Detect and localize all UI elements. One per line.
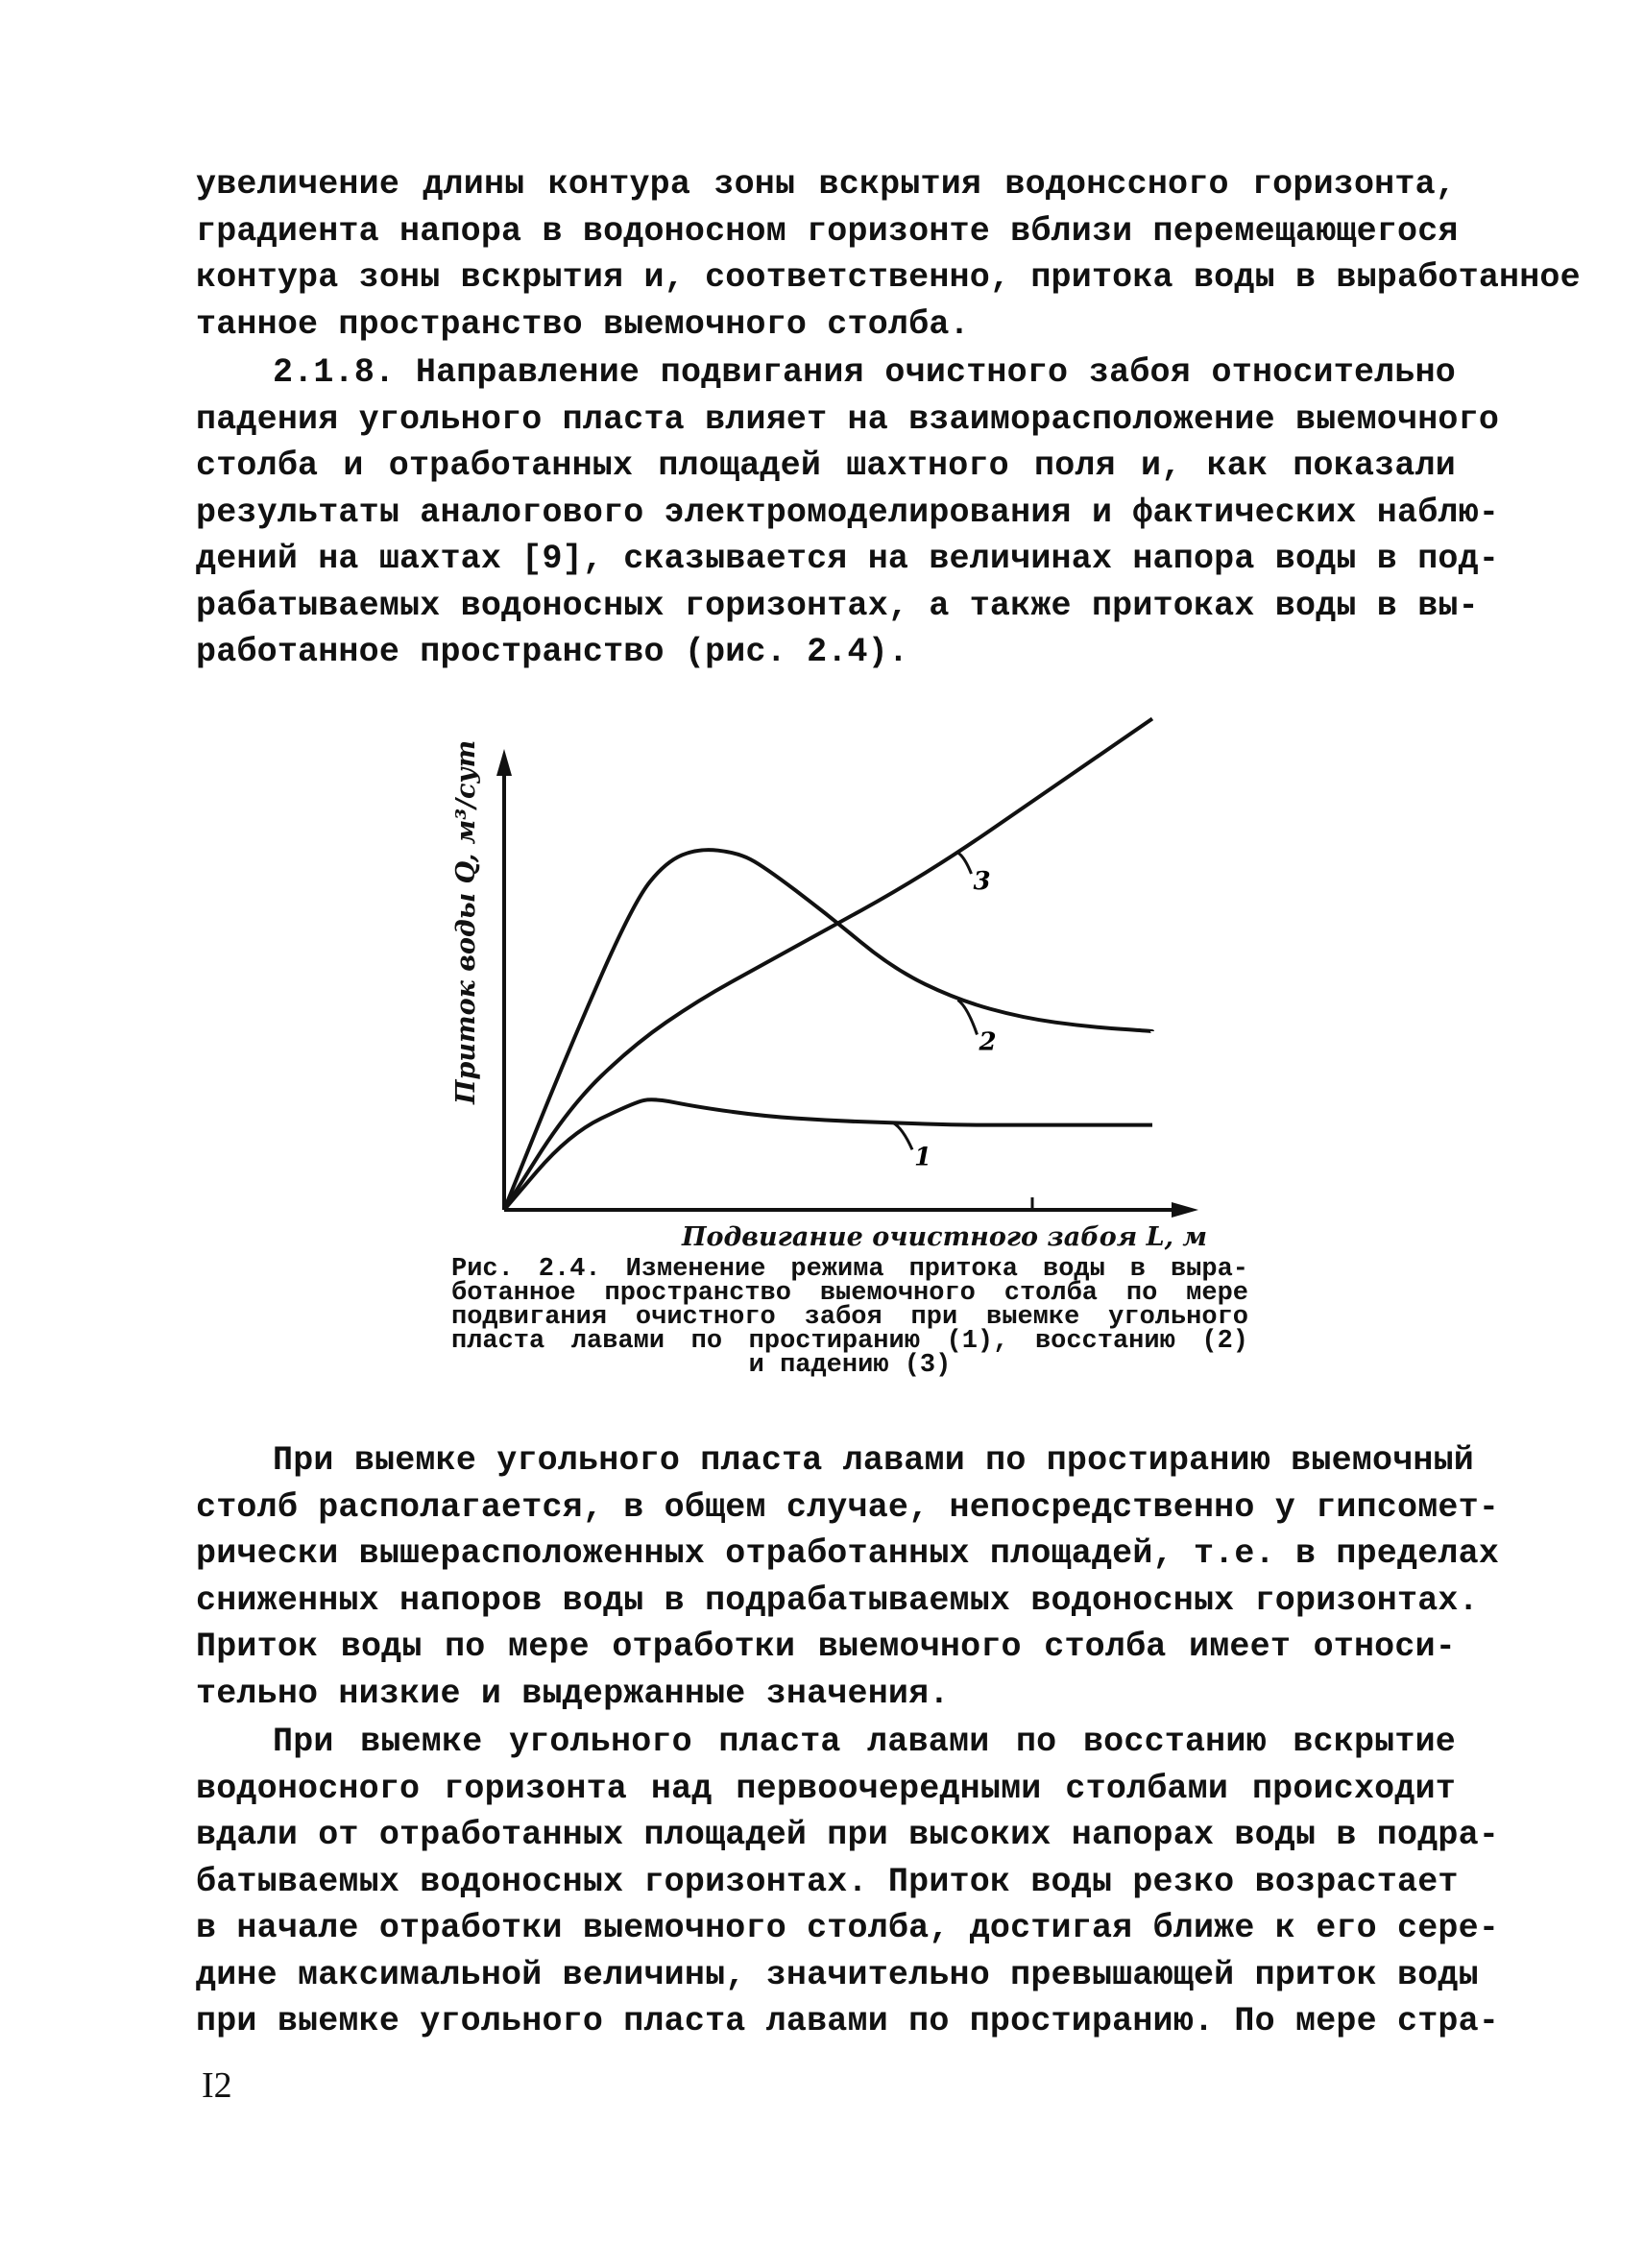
text-line: в начале отработки выемочного столба, достигая ближе к его сере- bbox=[196, 1909, 1500, 1947]
text-line: результаты аналогового электромоделирования и фактических наблю- bbox=[196, 493, 1500, 532]
text-line: вдали от отработанных площадей при высоких напорах воды в подра- bbox=[196, 1816, 1500, 1854]
text-line: контура зоны вскрытия и, соответственно, притока воды в выработанное bbox=[196, 258, 1581, 297]
text-line: рически вышерасположенных отработанных площадей, т.е. в пределах bbox=[196, 1534, 1500, 1573]
text-line: столб располагается, в общем случае, непосредственно у гипсомет- bbox=[196, 1487, 1500, 1527]
text-line: тельно низкие и выдержанные значения. bbox=[196, 1674, 950, 1713]
series-label-2: 2 bbox=[979, 1027, 997, 1057]
series-leader-1 bbox=[893, 1122, 912, 1149]
text-line: сниженных напоров воды в подрабатываемых водоносных горизонтах. bbox=[196, 1580, 1479, 1620]
caption-line: пласта лавами по простиранию (1), восстанию (2) bbox=[451, 1327, 1248, 1356]
text-line: падения угольного пласта влияет на взаиморасположение выемочного bbox=[196, 399, 1500, 439]
text-line: танное пространство выемочного столба. bbox=[196, 304, 970, 344]
paragraph-2 bbox=[196, 350, 1500, 676]
text-line: дений на шахтах [9], сказывается на величинах напора воды в под- bbox=[196, 540, 1500, 578]
paragraph-1 bbox=[196, 161, 1581, 348]
series-line-3 bbox=[504, 719, 1152, 1211]
paragraph-3 bbox=[196, 1437, 1500, 1717]
text-line: градиента напора в водоносном горизонте вблизи перемещающегося bbox=[196, 211, 1459, 251]
series-line-1 bbox=[504, 1099, 1152, 1210]
text-line: При выемке угольного пласта лавами по простиранию выемочный bbox=[273, 1441, 1475, 1480]
series-label-1: 1 bbox=[914, 1143, 932, 1172]
caption-line: подвигания очистного забоя при выемке угольного bbox=[451, 1303, 1248, 1332]
caption-line: ботанное пространство выемочного столба по мере bbox=[451, 1279, 1248, 1308]
text-line: При выемке угольного пласта лавами по восстанию вскрытие bbox=[273, 1723, 1456, 1761]
text-line: дине максимальной величины, значительно превышающей приток воды bbox=[196, 1955, 1479, 1994]
caption-line: Рис. 2.4. Изменение режима притока воды в выра- bbox=[451, 1255, 1248, 1284]
text-line: 2.1.8. Направление подвигания очистного забоя относительно bbox=[273, 353, 1456, 392]
x-axis-arrow bbox=[1172, 1202, 1198, 1218]
text-line: водоносного горизонта над первоочередными столбами происходит bbox=[196, 1769, 1456, 1808]
text-line: батываемых водоносных горизонтах. Приток воды резко возрастает bbox=[196, 1862, 1459, 1901]
figure-chart bbox=[442, 739, 1229, 1258]
text-line: увеличение длины контура зоны вскрытия водонсcного горизонта, bbox=[196, 165, 1456, 204]
chart-svg bbox=[442, 739, 1229, 1258]
text-line: Приток воды по мере отработки выемочного столба имеет относи- bbox=[196, 1628, 1456, 1666]
caption-line: и падению (3) bbox=[748, 1351, 952, 1380]
text-line: столба и отработанных площадей шахтного поля и, как показали bbox=[196, 446, 1456, 485]
text-line: при выемке угольного пласта лавами по простиранию. По мере стра- bbox=[196, 2002, 1500, 2040]
text-line: рабатываемых водоносных горизонтах, а также притоках воды в вы- bbox=[196, 586, 1479, 625]
series-leader-3 bbox=[958, 853, 972, 874]
figure-caption bbox=[451, 1255, 1248, 1380]
page-number: I2 bbox=[202, 2065, 232, 2106]
y-axis-label: Приток воды Q, м³/сут bbox=[451, 739, 481, 1104]
series-group bbox=[504, 719, 1152, 1211]
series-label-3: 3 bbox=[973, 867, 991, 896]
series-line-2 bbox=[504, 850, 1152, 1210]
y-axis-arrow bbox=[496, 749, 512, 776]
x-axis-label: Подвигание очистного забоя L, м bbox=[682, 1222, 1208, 1252]
text-line: работанное пространство (рис. 2.4). bbox=[196, 633, 909, 671]
paragraph-4 bbox=[196, 1719, 1500, 2045]
